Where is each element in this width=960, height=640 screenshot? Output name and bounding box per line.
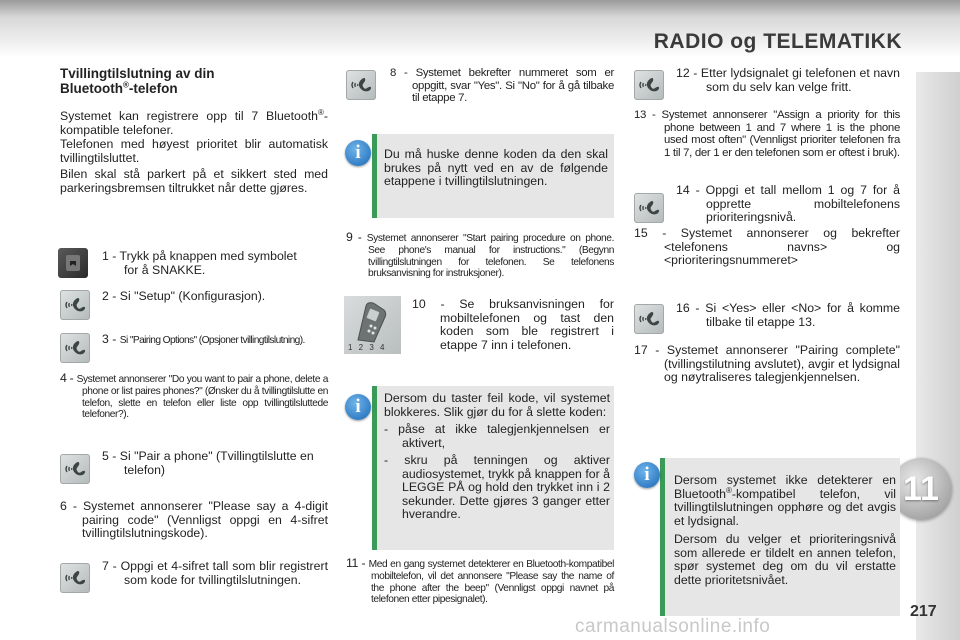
voice-command-icon <box>634 70 664 100</box>
intro-paragraph-3: Bilen skal stå parkert på et sikkert sted med parkeringsbremsen tiltrukket når dette gjøres. <box>60 167 328 195</box>
info-icon: i <box>634 462 660 488</box>
intro-paragraph-2: Telefonen med høyest prioritet blir automatisk tvillingtilsluttet. <box>60 137 328 165</box>
step-17: 17 - Systemet annonserer "Pairing complete" (tvillingstilutning avslutet), avgir et lydsignal og nøytraliseres talegjenkjennelsen. <box>634 343 900 384</box>
step-15: 15 - Systemet annonserer og bekrefter <telefonens navns> og <prioriteringsnummeret> <box>634 226 900 267</box>
watermark-text: carmanualsonline.info <box>575 616 771 637</box>
intro-paragraph-1: Systemet kan registrere opp til 7 Bluetooth®-kompatible telefoner. <box>60 107 328 137</box>
chapter-strip <box>916 72 960 640</box>
voice-command-icon <box>346 70 376 100</box>
info-icon: i <box>345 394 371 420</box>
step-8: 8 - Systemet bekrefter nummeret som er oppgitt, svar "Yes". Si "No" for å gå tilbake til etappe 7. <box>390 67 614 105</box>
info-icon: i <box>345 140 371 166</box>
section-title: Tvillingtilslutning av din Bluetooth®-telefon <box>60 66 215 96</box>
step-14: 14 - Oppgi et tall mellom 1 og 7 for å opprette mobiltelefonens prioriteringsnivå. <box>676 183 900 224</box>
voice-command-icon <box>634 193 664 223</box>
voice-command-icon <box>60 333 90 363</box>
page-header-title: RADIO og TELEMATIKK <box>653 30 902 53</box>
chapter-badge: 11 <box>890 458 952 520</box>
step-6: 6 - Systemet annonserer "Please say a 4-digit pairing code" (Vennligst oppgi en 4-sifret tvillingtilslutningskode). <box>60 499 328 540</box>
step-2: 2 - Si "Setup" (Konfigurasjon). <box>102 289 266 303</box>
step-4: 4 - Systemet annonserer "Do you want to pair a phone, delete a phone or list paires phones?" (Ønsker du å tvillingtilslutte en telefon, slette en telefon eller liste opp tvillingtilsluttede telefoner?). <box>60 371 329 421</box>
voice-command-icon <box>60 563 90 593</box>
voice-command-icon <box>60 290 90 320</box>
info-wrong-code-text: Dersom du taster feil kode, vil systemet blokkeres. Slik gjør du for å slette koden: - påse at ikke talegjenkjennelsen er aktivert, - skru på tenningen og aktiver audiosystemet, trykk på knappen for å LEGGE PÅ og hold den trykket inn i 2 sekunder. Dette gjøres 3 ganger etter hverandre. <box>384 391 610 521</box>
voice-command-icon <box>60 454 90 484</box>
voice-command-icon <box>634 304 664 334</box>
info-not-detected-text: Dersom systemet ikke detekterer en Bluetooth®-kompatibel telefon, vil tvillingtilslutningen opphøre og det avgis et lydsignal. Dersom du velger et prioriteringsnivå som allerede er tildelt en annen telefon, spør systemet deg om du vil erstatte dette prioritetsnivået. <box>674 473 896 587</box>
phone-keypad-image <box>344 296 401 354</box>
step-7: 7 - Oppgi et 4-sifret tall som blir registrert som kode for tvillingtilslutningen. <box>102 559 328 587</box>
step-11: 11 - Med en gang systemet detekterer en Bluetooth-kompatibel mobiltelefon, vil det annonsere "Please say the name of the phone after the beep" (Vennligst oppgi navnet på telefonen etter pipesignalet). <box>346 556 614 606</box>
step-10: 10 - Se bruksanvisningen for mobiltelefonen og tast den koden som ble registrert i etappe 7 inn i telefonen. <box>412 297 614 352</box>
talk-button-icon <box>58 248 88 278</box>
step-12: 12 - Etter lydsignalet gi telefonen et navn som du selv kan velge fritt. <box>676 66 900 94</box>
step-9: 9 - Systemet annonserer "Start pairing procedure on phone. See phone's manual for instructions." (Begynn tvillingtilslutningen for telefonen. Se telefonens bruksanvisning for instruksjoner). <box>346 230 614 280</box>
info-code-text: Du må huske denne koden da den skal brukes på nytt ved en av de følgende etappene i tvillingtilslutningen. <box>384 147 608 188</box>
step-5: 5 - Si "Pair a phone" (Tvillingtilslutte en telefon) <box>102 449 314 477</box>
step-3: 3 - Si "Pairing Options" (Opsjoner tvillingtilslutning). <box>102 332 305 346</box>
step-1: 1 - Trykk på knappen med symbolet for å SNAKKE. <box>102 249 297 277</box>
page-number: 217 <box>910 603 937 620</box>
phone-display-digits: 1 2 3 4 <box>348 343 387 352</box>
step-13: 13 - Systemet annonserer "Assign a priority for this phone between 1 and 7 where 1 is the phone used most often" (Vennligst prioriter telefonen fra 1 til 7, der 1 er den telefonen som er oftest i bruk). <box>634 109 900 159</box>
step-16: 16 - Si <Yes> eller <No> for å komme tilbake til etappe 13. <box>676 301 900 329</box>
